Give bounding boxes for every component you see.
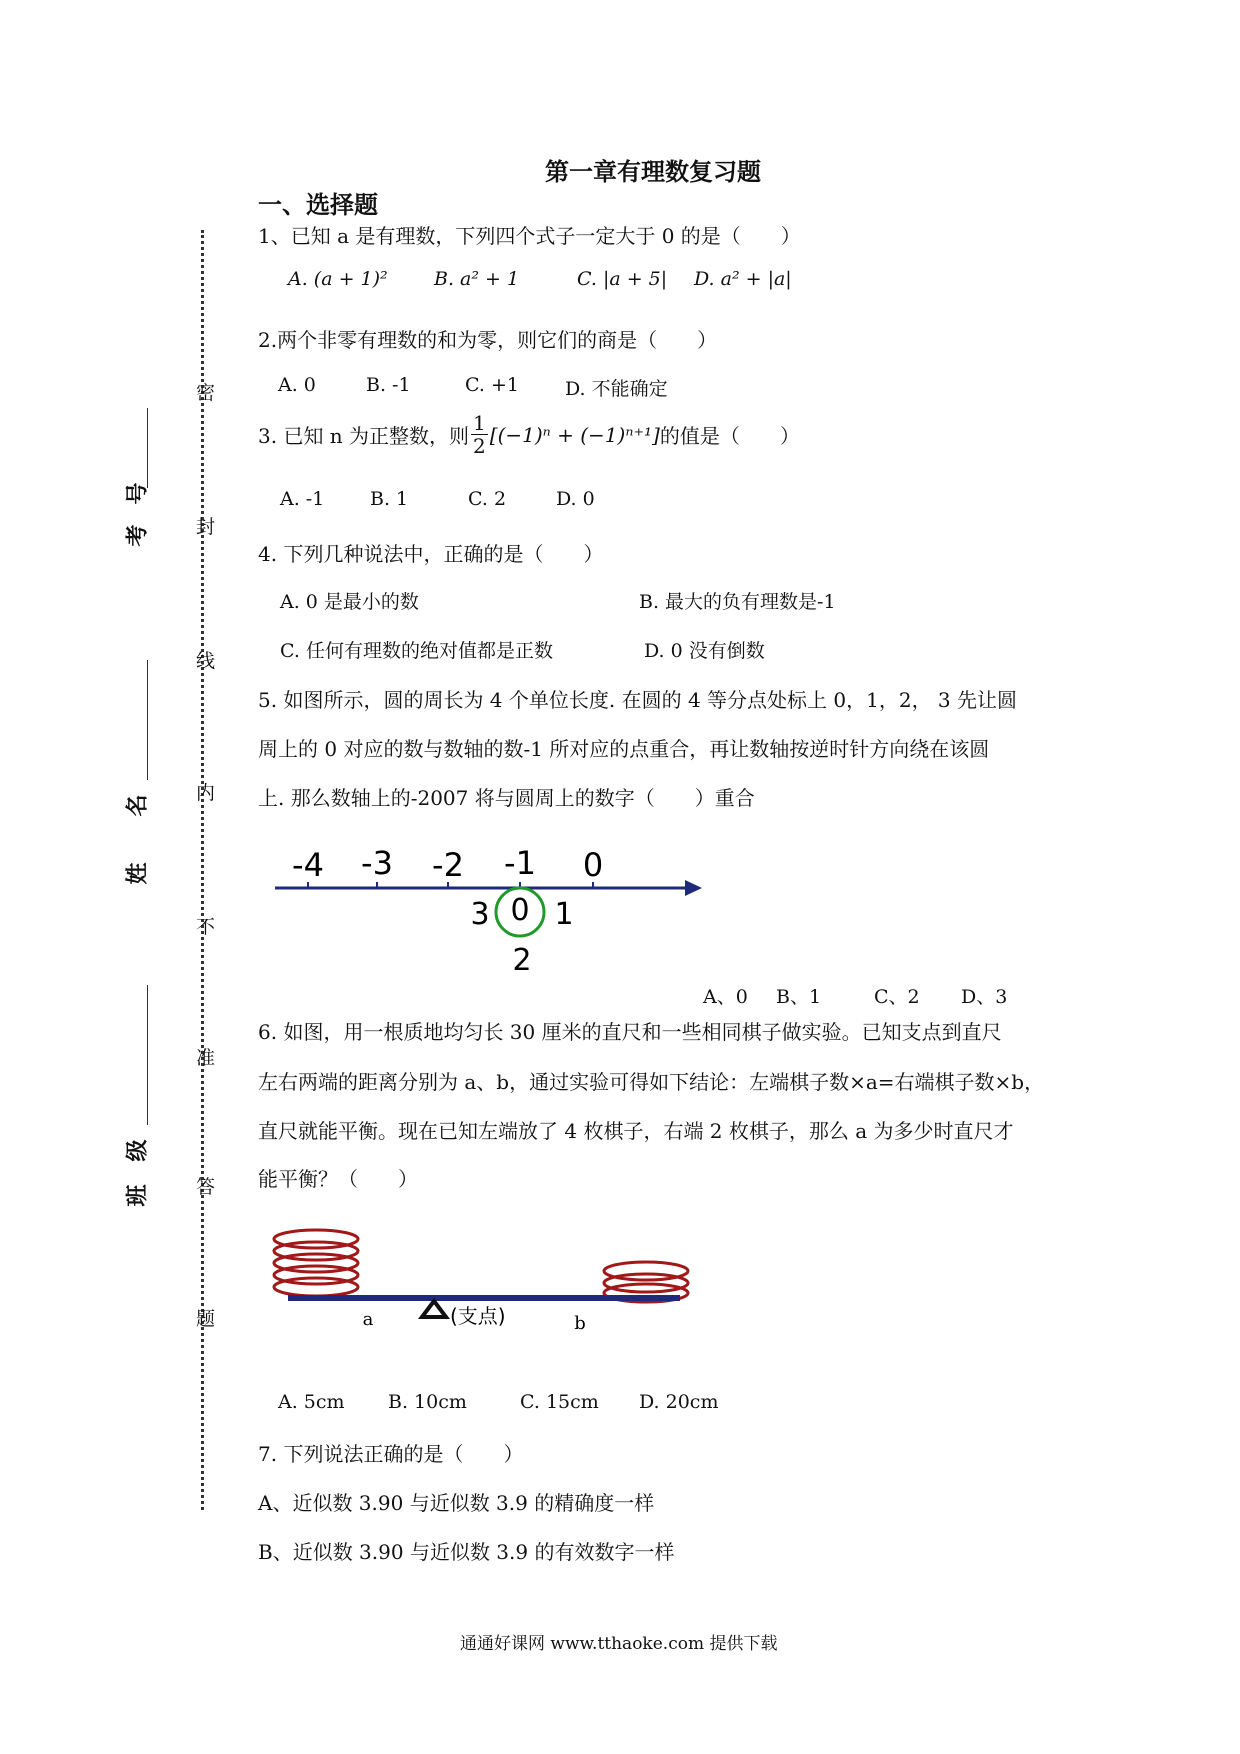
axis-arrowhead <box>685 880 702 896</box>
seal-char-3: 线 <box>196 650 216 672</box>
q6-line-4: 能平衡？（ ） <box>258 1167 418 1191</box>
q5-line-3: 上. 那么数轴上的-2007 将与圆周上的数字（ ）重合 <box>258 786 755 810</box>
axis-label: -2 <box>432 846 464 884</box>
seal-char-8: 题 <box>196 1308 216 1330</box>
q6-opt-d: D. 20cm <box>639 1391 719 1413</box>
q4-opt-a: A. 0 是最小的数 <box>280 591 419 613</box>
q2-opt-b: B. -1 <box>366 374 411 396</box>
circle-label: 2 <box>512 943 532 978</box>
seal-char-2: 封 <box>196 516 216 538</box>
label-kaohao-1: 考 <box>125 524 151 547</box>
circle-label: 3 <box>470 897 490 932</box>
q4-text: 4. 下列几种说法中，正确的是（ ） <box>258 542 604 566</box>
q5-line-1: 5. 如图所示，圆的周长为 4 个单位长度. 在圆的 4 等分点处标上 0，1，2， 3 先让圆 <box>258 688 1018 712</box>
section-heading: 一、选择题 <box>258 191 378 219</box>
q7-opt-b: B、近似数 3.90 与近似数 3.9 的有效数字一样 <box>258 1540 675 1564</box>
blank-banji <box>147 985 148 1125</box>
q7-text: 7. 下列说法正确的是（ ） <box>258 1442 524 1466</box>
q3-fraction <box>471 412 488 457</box>
q5-opt-b: B、1 <box>776 986 822 1008</box>
q2-opt-c: C. +1 <box>465 374 519 396</box>
q2-text: 2.两个非零有理数的和为零，则它们的商是（ ） <box>258 328 718 352</box>
seal-char-4: 内 <box>196 782 216 804</box>
q4-opt-c: C. 任何有理数的绝对值都是正数 <box>280 640 553 662</box>
q2-opt-d: D. 不能确定 <box>565 378 668 400</box>
seal-char-6: 准 <box>196 1047 216 1069</box>
fulcrum-label: (支点) <box>450 1304 506 1328</box>
q3-opt-b: B. 1 <box>370 488 409 510</box>
seal-char-7: 答 <box>196 1176 216 1198</box>
axis-label: -4 <box>292 846 324 884</box>
q5-figure <box>270 840 710 990</box>
q3-text <box>258 412 800 457</box>
chip <box>274 1278 358 1296</box>
label-banji-2: 级 <box>125 1139 151 1162</box>
page-footer: 通通好课网 www.tthaoke.com 提供下载 <box>460 1634 778 1654</box>
axis-label: 0 <box>582 846 604 884</box>
q6-line-3: 直尺就能平衡。现在已知左端放了 4 枚棋子，右端 2 枚棋子，那么 a 为多少时直尺才 <box>258 1119 1014 1143</box>
q7-opt-a: A、近似数 3.90 与近似数 3.9 的精确度一样 <box>258 1491 655 1515</box>
label-xingming-2: 名 <box>125 794 151 817</box>
axis-label: -3 <box>361 844 393 882</box>
seal-char-1: 密 <box>196 382 216 404</box>
q3-frac-num: 1 <box>473 411 486 435</box>
fulcrum-triangle <box>422 1301 446 1317</box>
circle-label: 0 <box>510 893 530 928</box>
q1-opt-d: D. a² + |a| <box>694 268 792 290</box>
left-chip-stack <box>274 1230 358 1296</box>
q1-opt-a: A. (a + 1)² <box>288 268 388 290</box>
seal-char-5: 不 <box>196 916 216 938</box>
q5-opt-c: C、2 <box>874 986 920 1008</box>
q3-opt-c: C. 2 <box>468 488 507 510</box>
q6-balance-figure <box>270 1225 700 1345</box>
page-title: 第一章有理数复习题 <box>545 158 761 186</box>
q1-opt-c: C. |a + 5| <box>577 268 668 290</box>
q1-opt-b: B. a² + 1 <box>434 268 520 290</box>
q1-text: 1、已知 a 是有理数，下列四个式子一定大于 0 的是（ ） <box>258 224 801 248</box>
q5-opt-d: D、3 <box>961 986 1008 1008</box>
q3-prefix: 3. 已知 n 为正整数，则 <box>258 424 470 448</box>
label-xingming-1: 姓 <box>125 862 151 885</box>
q3-opt-d: D. 0 <box>556 488 595 510</box>
axis-label: -1 <box>504 844 536 882</box>
label-b: b <box>574 1313 586 1334</box>
label-a: a <box>362 1309 374 1330</box>
q3-frac-den: 2 <box>473 434 486 458</box>
q3-opt-a: A. -1 <box>280 488 325 510</box>
q5-opt-a: A、0 <box>703 986 748 1008</box>
q4-opt-d: D. 0 没有倒数 <box>644 640 765 662</box>
q5-line-2: 周上的 0 对应的数与数轴的数-1 所对应的点重合，再让数轴按逆时针方向绕在该圆 <box>258 737 990 761</box>
blank-xingming <box>147 660 148 780</box>
q6-line-2: 左右两端的距离分别为 a、b，通过实验可得如下结论：左端棋子数×a=右端棋子数×b， <box>258 1070 1045 1094</box>
q2-opt-a: A. 0 <box>278 374 316 396</box>
label-banji-1: 班 <box>125 1184 151 1207</box>
q6-opt-c: C. 15cm <box>520 1391 599 1413</box>
blank-kaohao <box>147 408 148 488</box>
q3-suffix: 的值是（ ） <box>659 424 800 448</box>
q6-opt-b: B. 10cm <box>388 1391 467 1413</box>
q4-opt-b: B. 最大的负有理数是-1 <box>639 591 836 613</box>
label-kaohao-2: 号 <box>125 482 151 505</box>
circle-label: 1 <box>554 897 574 932</box>
q6-line-1: 6. 如图，用一根质地均匀长 30 厘米的直尺和一些相同棋子做实验。已知支点到直尺 <box>258 1020 1002 1044</box>
q6-opt-a: A. 5cm <box>278 1391 345 1413</box>
q3-expr: [(−1)ⁿ + (−1)ⁿ⁺¹] <box>489 422 660 447</box>
